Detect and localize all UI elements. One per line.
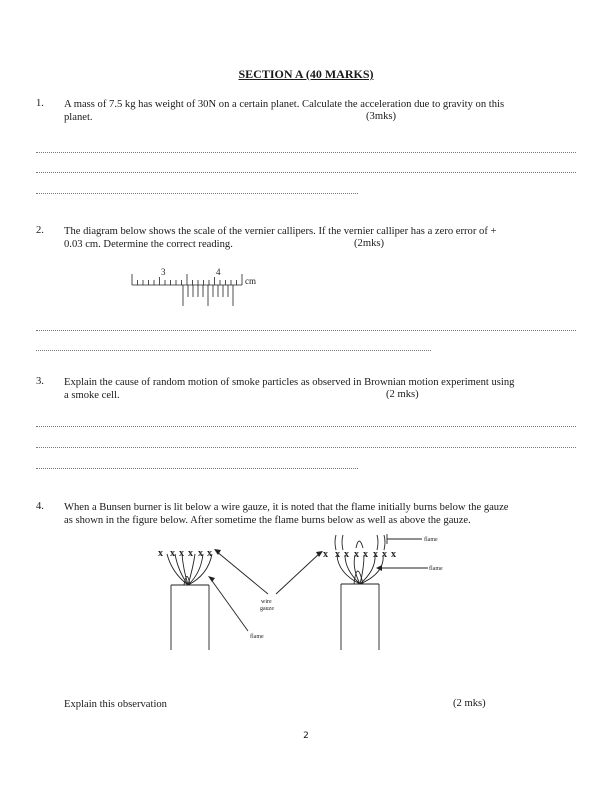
question-text: planet. [64, 112, 93, 123]
svg-text:x: x [354, 549, 359, 560]
marks-label: (2mks) [354, 238, 385, 249]
label-gauze: gauze [260, 606, 274, 612]
page-number: 2 [303, 731, 309, 741]
svg-text:x: x [158, 548, 163, 559]
answer-line[interactable] [36, 172, 576, 173]
answer-line[interactable] [36, 350, 431, 351]
label-flame-top: flame [424, 537, 438, 543]
answer-line[interactable] [36, 152, 576, 153]
svg-text:x: x [170, 548, 175, 559]
question-text: as shown in the figure below. After sometime the flame burns below as well as above the gauze. [64, 515, 471, 526]
answer-line[interactable] [36, 468, 358, 469]
svg-text:x: x [363, 549, 368, 560]
question-text: a smoke cell. [64, 390, 120, 401]
question-number: 3. [36, 376, 44, 387]
question-number: 1. [36, 98, 44, 109]
section-title: SECTION A (40 MARKS) [238, 67, 374, 81]
answer-line[interactable] [36, 330, 576, 331]
question-text: The diagram below shows the scale of the vernier callipers. If the vernier calliper has a zero error of + [64, 226, 497, 237]
scale-label-3: 3 [161, 267, 166, 277]
label-flame-left: flame [250, 634, 264, 640]
marks-label: (3mks) [366, 111, 397, 122]
followup-prompt: Explain this observation [64, 699, 167, 710]
question-text: Explain the cause of random motion of smoke particles as observed in Brownian motion experiment using [64, 377, 515, 388]
label-flame-right: flame [429, 566, 443, 572]
scale-label-4: 4 [216, 267, 221, 277]
marks-label: (2 mks) [386, 389, 419, 400]
svg-text:x: x [198, 548, 203, 559]
answer-line[interactable] [36, 193, 358, 194]
question-number: 2. [36, 225, 44, 236]
svg-text:x: x [391, 549, 396, 560]
bunsen-burner-diagram [150, 528, 460, 653]
svg-text:x: x [344, 549, 349, 560]
question-text: 0.03 cm. Determine the correct reading. [64, 239, 233, 250]
svg-text:x: x [373, 549, 378, 560]
svg-text:x: x [179, 548, 184, 559]
svg-text:x: x [335, 549, 340, 560]
marks-label: (2 mks) [453, 698, 486, 709]
svg-text:x: x [188, 548, 193, 559]
answer-line[interactable] [36, 447, 576, 448]
question-text: A mass of 7.5 kg has weight of 30N on a certain planet. Calculate the acceleration due to gravity on this [64, 99, 505, 110]
vernier-scale-diagram [130, 262, 270, 310]
question-text: When a Bunsen burner is lit below a wire gauze, it is noted that the flame initially burns below the gauze [64, 502, 509, 513]
label-wire: wire [261, 599, 272, 605]
answer-line[interactable] [36, 426, 576, 427]
svg-text:x: x [207, 548, 212, 559]
unit-label: cm [245, 276, 256, 286]
question-number: 4. [36, 501, 44, 512]
svg-text:x: x [382, 549, 387, 560]
svg-text:x: x [323, 549, 328, 560]
